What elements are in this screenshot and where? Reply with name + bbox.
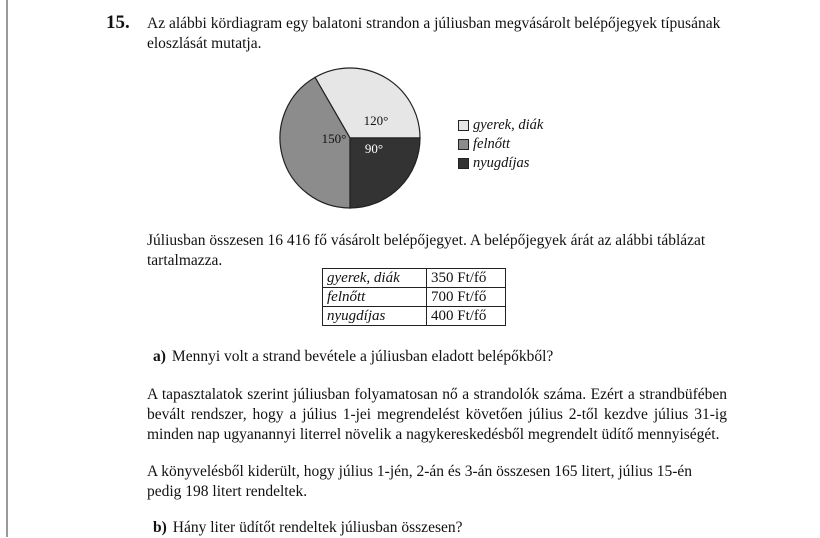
table-row — [323, 288, 506, 307]
ticket-price-cell: 400 Ft/fő — [427, 307, 506, 326]
pie-angle-label: 90° — [364, 141, 384, 156]
page-edge-line — [6, 0, 8, 537]
legend-item-nyugdijas — [458, 154, 543, 173]
pie-chart — [276, 67, 426, 211]
ticket-price-cell: 350 Ft/fő — [427, 269, 506, 288]
pie-slice-3 — [350, 138, 420, 208]
legend-label: nyugdíjas — [473, 155, 530, 171]
drink-order-text: A tapasztalatok szerint júliusban folyamatosan nő a strandolók száma. Ezért a strandbüfében bevált rendszer, hogy a július 1-jei megrendelést követően július 2-től kezdve július 31-ig minden nap ugyanannyi literrel növelik a nagykereskedésből megrendelt üdítő mennyiségét. — [147, 386, 727, 443]
table-row — [323, 269, 506, 288]
pie-angle-label: 120° — [363, 113, 389, 128]
price-table — [322, 268, 506, 326]
question-text: Hány liter üdítőt rendeltek júliusban összesen? — [172, 519, 463, 536]
legend-swatch — [458, 158, 469, 169]
table-row — [323, 307, 506, 326]
question-label: b) — [153, 519, 167, 536]
legend-label: felnőtt — [473, 136, 511, 152]
question-label: a) — [153, 348, 166, 365]
pie-angle-label: 150° — [321, 131, 347, 146]
legend-swatch — [458, 139, 469, 150]
question-a — [153, 347, 553, 367]
legend-item-gyerek — [458, 116, 543, 135]
question-text: Mennyi volt a strand bevétele a júliusban eladott belépőkből? — [171, 348, 554, 365]
ticket-type-cell: felnőtt — [323, 288, 427, 307]
intro-text: Az alábbi kördiagram egy balatoni strandon a júliusban megvásárolt belépőjegyek típusának eloszlását mutatja. — [147, 15, 721, 52]
ticket-price-cell: 700 Ft/fő — [427, 288, 506, 307]
legend-item-felnott — [458, 135, 543, 154]
problem-number: 15. — [106, 12, 130, 33]
question-b — [153, 518, 462, 538]
total-visitors-text: Júliusban összesen 16 416 fő vásárolt belépőjegyet. A belépőjegyek árát az alábbi táblázat tartalmazza. — [147, 232, 706, 269]
accounting-text: A könyvelésből kiderült, hogy július 1-jén, 2-án és 3-án összesen 165 litert, július 15-én pedig 198 litert rendeltek. — [147, 463, 692, 500]
ticket-type-cell: nyugdíjas — [323, 307, 427, 326]
ticket-type-cell: gyerek, diák — [323, 269, 427, 288]
chart-legend — [458, 116, 543, 173]
legend-label: gyerek, diák — [473, 117, 544, 133]
legend-swatch — [458, 120, 469, 131]
